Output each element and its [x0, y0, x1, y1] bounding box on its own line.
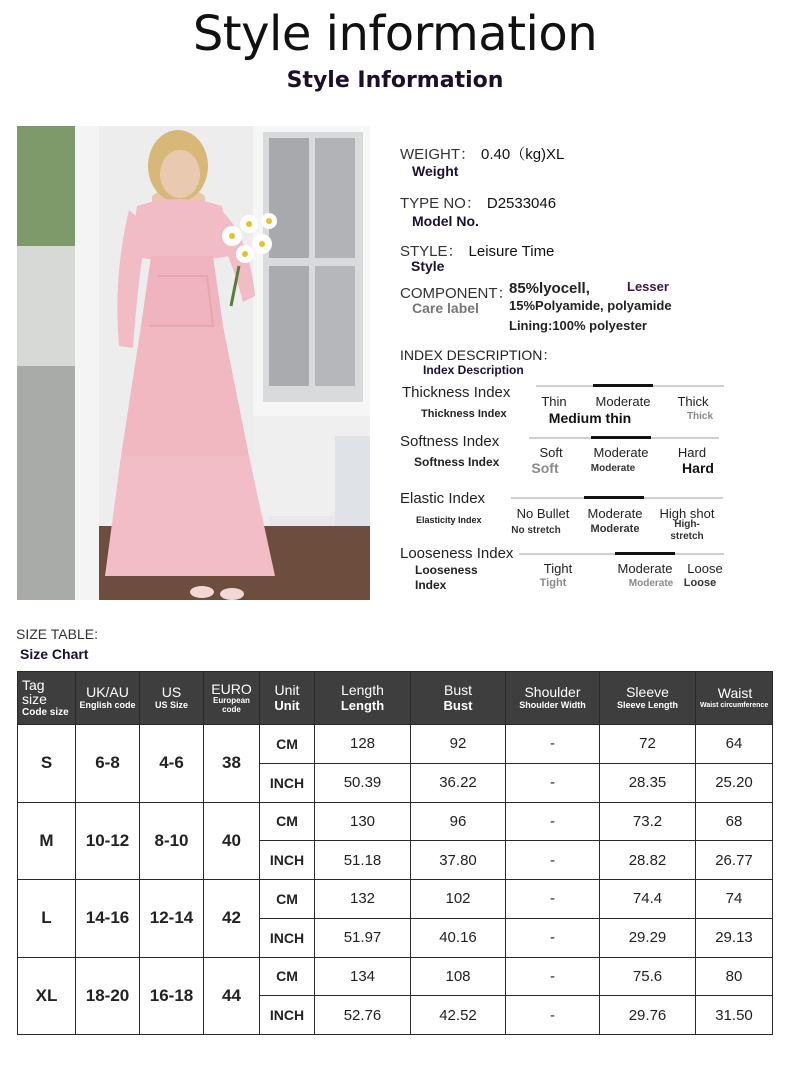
bust-cell: 96 [411, 802, 506, 841]
waist-cell: 26.77 [696, 841, 773, 880]
softness-marker [591, 436, 651, 439]
shoulder-cell: - [506, 763, 600, 802]
header-unit: Unit Unit [260, 672, 315, 725]
uk-au-cell: 10-12 [76, 802, 140, 880]
bust-cell: 108 [411, 957, 506, 996]
component-line-3: Lining:100% polyester [509, 318, 647, 333]
elastic-sub-high: High- [674, 519, 700, 530]
looseness-sub-line-1: Looseness [415, 563, 478, 577]
waist-cell: 80 [696, 957, 773, 996]
weight-label: WEIGHT： [400, 146, 475, 163]
softness-sub-hard: Hard [682, 460, 714, 476]
us-cell: 12-14 [140, 880, 204, 958]
size-cell: M [18, 802, 76, 880]
thickness-title: Thickness Index [402, 384, 511, 401]
elastic-sub-stretch: stretch [670, 531, 704, 542]
style-sub: Style [411, 258, 445, 274]
unit-cell: CM [260, 880, 315, 919]
softness-sub-moderate: Moderate [590, 463, 636, 474]
header-us: US US Size [140, 672, 204, 725]
euro-cell: 42 [204, 880, 260, 958]
shoulder-cell: - [506, 802, 600, 841]
length-cell: 132 [315, 880, 411, 919]
component-lesser: Lesser [627, 279, 669, 294]
euro-cell: 40 [204, 802, 260, 880]
thickness-opt-moderate: Moderate [595, 394, 651, 409]
elastic-opt-moderate: Moderate [587, 506, 643, 521]
size-table-label: SIZE TABLE: [16, 626, 98, 642]
looseness-opt-tight: Tight [543, 561, 573, 576]
weight-value: 0.40（kg)XL [481, 146, 565, 163]
unit-cell: INCH [260, 918, 315, 957]
size-cell: L [18, 880, 76, 958]
sleeve-cell: 72 [600, 725, 696, 764]
sleeve-cell: 28.35 [600, 763, 696, 802]
style-label: STYLE： [400, 243, 463, 260]
thickness-opt-thin: Thin [541, 394, 567, 409]
elastic-opt-high-shot: High shot [659, 506, 715, 521]
bust-cell: 102 [411, 880, 506, 919]
sleeve-cell: 29.29 [600, 918, 696, 957]
looseness-title: Looseness Index [400, 545, 514, 562]
size-cell: XL [18, 957, 76, 1035]
index-description-sub: Index Description [423, 363, 524, 377]
shoulder-cell: - [506, 918, 600, 957]
sleeve-cell: 29.76 [600, 996, 696, 1035]
header-waist: Waist Waist circumference [696, 672, 773, 725]
weight-row [400, 143, 564, 164]
length-cell: 130 [315, 802, 411, 841]
header-shoulder: Shoulder Shoulder Width [506, 672, 600, 725]
table-row [18, 957, 773, 996]
thickness-selected: Medium thin [548, 410, 632, 426]
header-length: Length Length [315, 672, 411, 725]
thickness-sub: Thickness Index [421, 408, 507, 420]
page-title: Style information [192, 6, 598, 62]
sleeve-cell: 75.6 [600, 957, 696, 996]
length-cell: 128 [315, 725, 411, 764]
length-cell: 50.39 [315, 763, 411, 802]
header-euro: EURO European code [204, 672, 260, 725]
component-line-1: 85%lyocell, [509, 280, 590, 297]
thickness-marker [593, 384, 653, 387]
looseness-sub-loose: Loose [683, 577, 717, 589]
component-line-2: 15%Polyamide, polyamide [509, 298, 672, 313]
us-cell: 4-6 [140, 725, 204, 803]
header-sleeve: Sleeve Sleeve Length [600, 672, 696, 725]
shoulder-cell: - [506, 725, 600, 764]
bust-cell: 40.16 [411, 918, 506, 957]
component-label: COMPONENT： [400, 285, 513, 302]
component-sub: Care label [412, 300, 479, 316]
unit-cell: CM [260, 802, 315, 841]
sleeve-cell: 28.82 [600, 841, 696, 880]
uk-au-cell: 14-16 [76, 880, 140, 958]
elastic-marker [584, 496, 644, 499]
us-cell: 16-18 [140, 957, 204, 1035]
bust-cell: 92 [411, 725, 506, 764]
shoulder-cell: - [506, 841, 600, 880]
elastic-sub: Elasticity Index [416, 515, 482, 525]
length-cell: 51.97 [315, 918, 411, 957]
sleeve-cell: 74.4 [600, 880, 696, 919]
header-uk-au: UK/AU English code [76, 672, 140, 725]
bust-cell: 37.80 [411, 841, 506, 880]
unit-cell: INCH [260, 996, 315, 1035]
type-no-row [400, 192, 556, 213]
table-row [18, 880, 773, 919]
bust-cell: 36.22 [411, 763, 506, 802]
elastic-title: Elastic Index [400, 490, 486, 507]
index-description-label: INDEX DESCRIPTION： [400, 347, 557, 363]
euro-cell: 38 [204, 725, 260, 803]
page-subtitle: Style Information [286, 68, 504, 93]
unit-cell: INCH [260, 763, 315, 802]
softness-opt-soft: Soft [539, 445, 563, 460]
unit-cell: CM [260, 957, 315, 996]
waist-cell: 74 [696, 880, 773, 919]
us-cell: 8-10 [140, 802, 204, 880]
header-tag-size: Tag size Code size [18, 672, 76, 725]
size-chart-sub: Size Chart [20, 646, 89, 662]
sleeve-cell: 73.2 [600, 802, 696, 841]
header-bust: Bust Bust [411, 672, 506, 725]
unit-cell: INCH [260, 841, 315, 880]
euro-cell: 44 [204, 957, 260, 1035]
length-cell: 51.18 [315, 841, 411, 880]
elastic-opt-no-bullet: No Bullet [516, 506, 570, 521]
product-photo [17, 126, 370, 600]
looseness-sub-tight: Tight [539, 577, 567, 589]
bust-cell: 42.52 [411, 996, 506, 1035]
softness-opt-hard: Hard [677, 445, 707, 460]
looseness-opt-loose: Loose [687, 561, 723, 576]
waist-cell: 25.20 [696, 763, 773, 802]
uk-au-cell: 6-8 [76, 725, 140, 803]
thickness-opt-thick: Thick [677, 394, 709, 409]
unit-cell: CM [260, 725, 315, 764]
length-cell: 52.76 [315, 996, 411, 1035]
looseness-sub-line-2: Index [415, 578, 447, 592]
looseness-marker [615, 552, 675, 555]
shoulder-cell: - [506, 996, 600, 1035]
waist-cell: 64 [696, 725, 773, 764]
waist-cell: 29.13 [696, 918, 773, 957]
softness-title: Softness Index [400, 433, 500, 450]
table-row [18, 725, 773, 764]
waist-cell: 31.50 [696, 996, 773, 1035]
thickness-thick-sub: Thick [686, 411, 714, 422]
size-table [17, 671, 773, 1035]
type-no-label: TYPE NO： [400, 195, 481, 212]
softness-sub-soft: Soft [531, 460, 559, 476]
size-table-header [18, 672, 773, 725]
shoulder-cell: - [506, 957, 600, 996]
style-value: Leisure Time [468, 243, 555, 260]
shoulder-cell: - [506, 880, 600, 919]
uk-au-cell: 18-20 [76, 957, 140, 1035]
elastic-sub-no-stretch: No stretch [511, 525, 561, 536]
elastic-sub-moderate: Moderate [590, 523, 640, 535]
waist-cell: 68 [696, 802, 773, 841]
table-row [18, 802, 773, 841]
softness-sub: Softness Index [414, 455, 500, 469]
type-no-sub: Model No. [412, 213, 479, 229]
weight-sub: Weight [412, 163, 459, 179]
softness-opt-moderate: Moderate [593, 445, 649, 460]
size-cell: S [18, 725, 76, 803]
looseness-sub-moderate: Moderate [628, 578, 674, 589]
length-cell: 134 [315, 957, 411, 996]
type-no-value: D2533046 [486, 195, 557, 212]
looseness-opt-moderate: Moderate [617, 561, 673, 576]
